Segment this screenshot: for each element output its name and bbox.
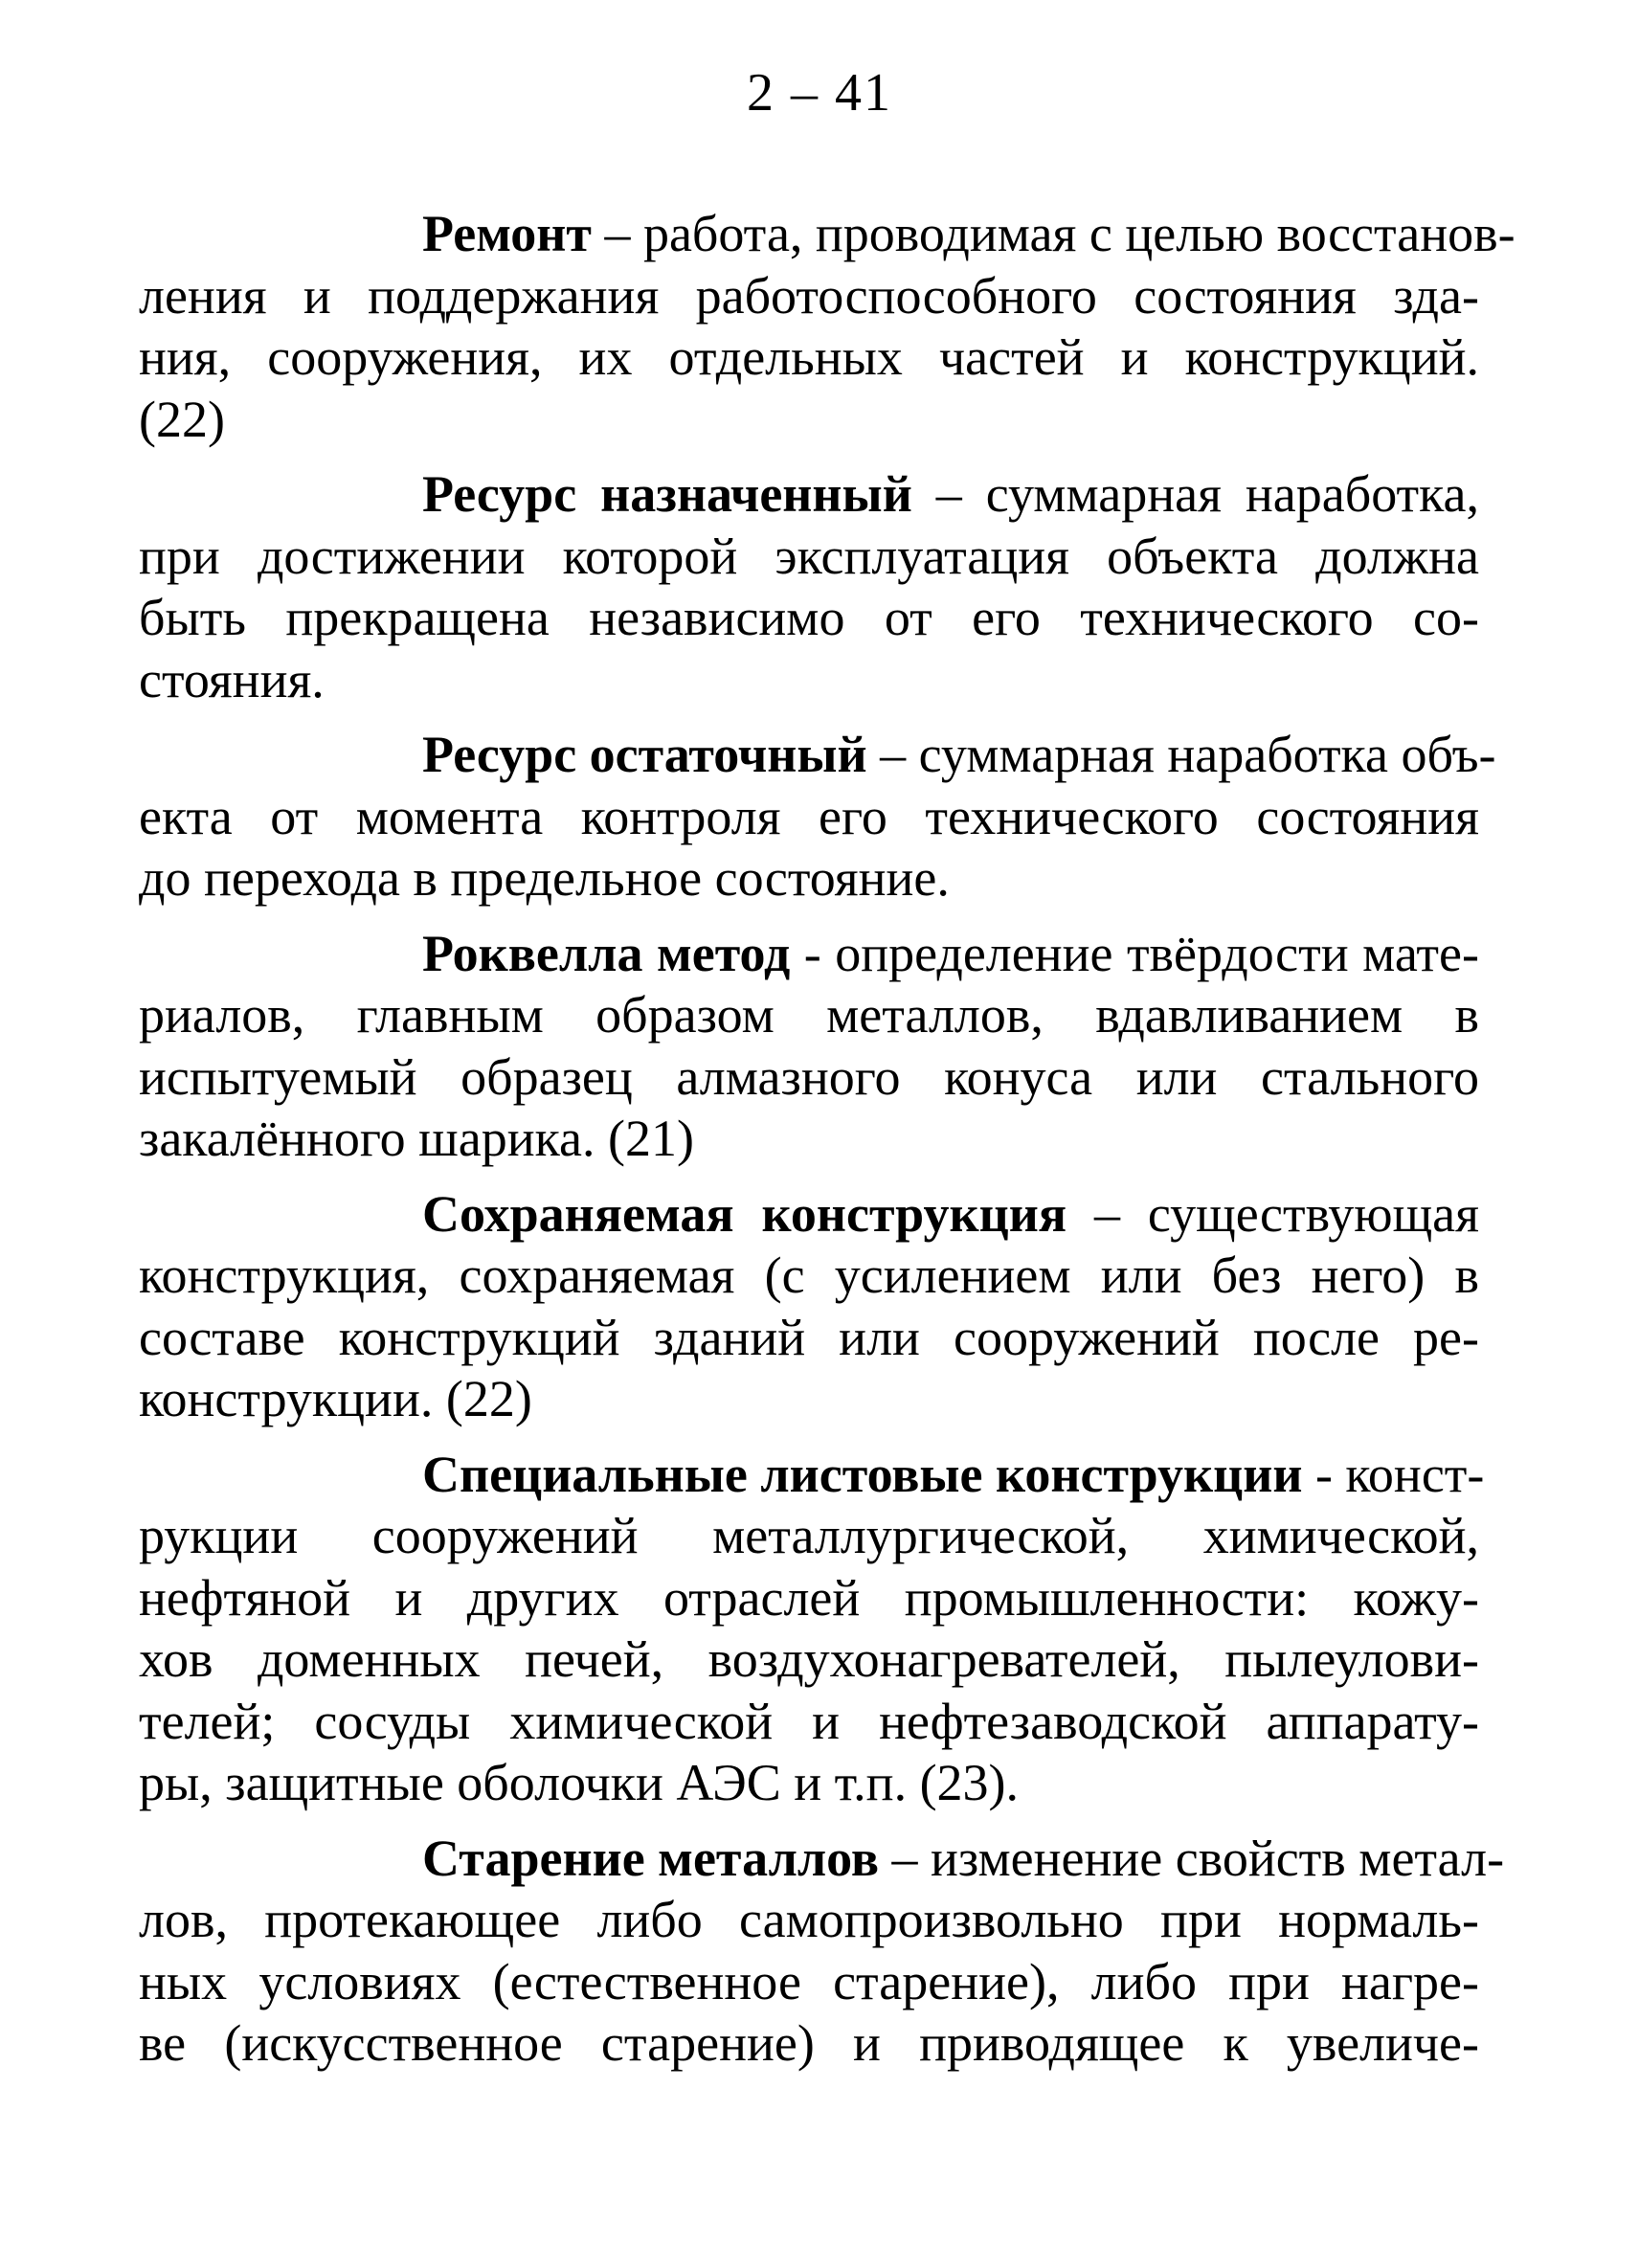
entry-line: Ресурс остаточный – суммарная наработка объ- xyxy=(422,726,1496,783)
entry-line: испытуемый образец алмазного конуса или стального xyxy=(139,1047,1479,1106)
entry-line: Старение металлов – изменение свойств метал- xyxy=(422,1829,1505,1887)
entry-line: Специальные листовые конструкции - конст- xyxy=(422,1445,1485,1503)
entry-line: Сохраняемая конструкция – существующая xyxy=(422,1184,1479,1243)
entry-term: Сохраняемая конструкция xyxy=(422,1184,1067,1243)
entry-line: до перехода в предельное состояние. xyxy=(139,849,950,907)
entry-line: ных условиях (естественное старение), либо при нагре- xyxy=(139,1952,1479,2010)
entry-term: Роквелла метод xyxy=(422,924,791,982)
entry-line: конструкция, сохраняемая (с усилением или без него) в xyxy=(139,1246,1479,1304)
entry-line: закалённого шарика. (21) xyxy=(139,1110,694,1167)
entry-term: Ресурс назначенный xyxy=(422,465,912,523)
glossary-text xyxy=(139,203,1516,2075)
entry-resurs-ostatochnyi xyxy=(139,724,1496,909)
entry-line: составе конструкций зданий или сооружений после ре- xyxy=(139,1308,1479,1366)
entry-term: Ресурс остаточный xyxy=(422,726,867,783)
entry-line: Роквелла метод - определение твёрдости мате- xyxy=(422,924,1479,982)
entry-term: Старение металлов xyxy=(422,1829,879,1887)
entry-resurs-naznachennyi xyxy=(139,463,1479,710)
entry-line: конструкции. (22) xyxy=(139,1370,532,1427)
entry-line: екта от момента контроля его технического состояния xyxy=(139,787,1479,845)
entry-line: ления и поддержания работоспособного состояния зда- xyxy=(139,266,1479,325)
entry-line: стояния. xyxy=(139,650,325,708)
entry-starenie-metallov xyxy=(139,1828,1505,2075)
entry-line: нефтяной и других отраслей промышленности: кожу- xyxy=(139,1568,1479,1627)
entry-line: ры, защитные оболочки АЭС и т.п. (23). xyxy=(139,1754,1020,1811)
entry-term: Специальные листовые конструкции xyxy=(422,1445,1303,1503)
entry-line: риалов, главным образом металлов, вдавливанием в xyxy=(139,986,1479,1044)
entry-line: рукции сооружений металлургической, химической, xyxy=(139,1507,1479,1564)
entry-rokvella-metod xyxy=(139,923,1479,1170)
entry-line: Ремонт – работа, проводимая с целью восстанов- xyxy=(422,205,1516,262)
entry-remont xyxy=(139,203,1516,450)
entry-sokhranyaemaya-konstruktsiya xyxy=(139,1183,1479,1430)
entry-line: быть прекращена независимо от его технического со- xyxy=(139,589,1479,646)
entry-line: ния, сооружения, их отдельных частей и конструкций. xyxy=(139,328,1479,386)
entry-line: (22) xyxy=(139,390,225,448)
entry-term: Ремонт xyxy=(422,205,592,262)
entry-line: Ресурс назначенный – суммарная наработка, xyxy=(422,465,1479,523)
entry-spetsialnye-listovye-konstruktsii xyxy=(139,1444,1485,1814)
entry-line: лов, протекающее либо самопроизвольно при нормаль- xyxy=(139,1891,1479,1948)
page-number: 2 – 41 xyxy=(747,63,892,123)
entry-line: при достижении которой эксплуатация объекта должна xyxy=(139,527,1479,585)
entry-line: хов доменных печей, воздухонагревателей, пылеулови- xyxy=(139,1630,1479,1688)
entry-line: телей; сосуды химической и нефтезаводской аппарату- xyxy=(139,1692,1479,1750)
entry-line: ве (искусственное старение) и приводящее к увеличе- xyxy=(139,2014,1479,2072)
